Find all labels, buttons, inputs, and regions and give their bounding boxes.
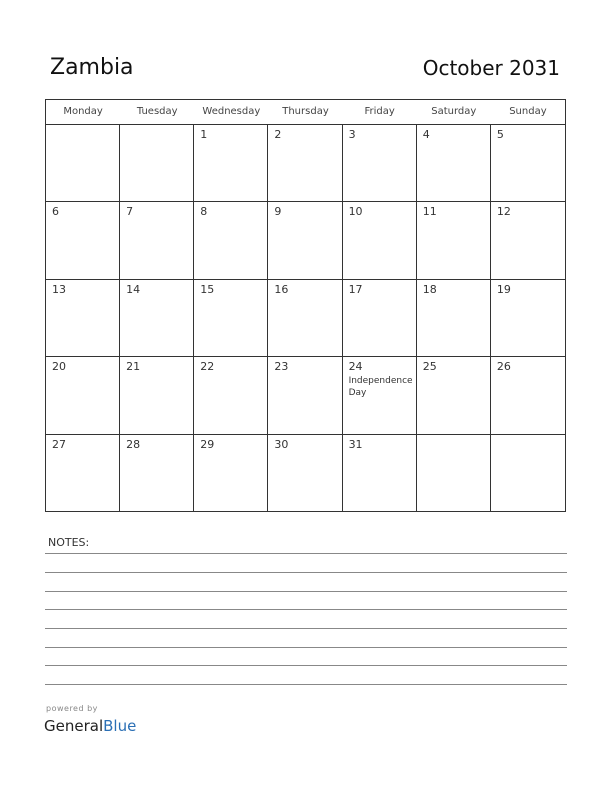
day-cell [491,202,565,279]
day-cell [343,125,417,202]
day-number: 22 [200,360,215,374]
day-cell [343,202,417,279]
day-cell [417,125,491,202]
day-cell [194,357,268,434]
notes-line [45,591,567,592]
day-number: 31 [348,437,363,451]
day-cell [46,357,120,434]
month-title: October 2031 [422,56,560,80]
day-cell [343,357,417,434]
day-cell [491,357,565,434]
day-cell [491,125,565,202]
day-number: 1 [200,128,208,141]
calendar-grid [45,99,566,512]
day-number: 23 [274,360,289,374]
day-cell [120,202,194,279]
day-cell [46,280,120,357]
day-number: 24 [348,360,363,374]
powered-by-text: powered by [46,704,98,713]
day-number: 15 [200,282,215,296]
notes-line [45,628,567,629]
day-cell [417,357,491,434]
day-cell [343,280,417,357]
day-cell [46,125,120,202]
holiday-label: Independence Day [348,376,413,399]
day-cell [268,357,342,434]
brand-logo [44,717,136,735]
country-title: Zambia [50,55,134,80]
day-cell [417,280,491,357]
day-cell [194,202,268,279]
day-cell [120,125,194,202]
day-cell [46,435,120,512]
day-number: 7 [126,205,134,219]
day-cell [46,202,120,279]
day-cell [491,435,565,512]
weekday-friday: Friday [364,106,395,117]
notes-line [45,609,567,610]
day-number: 25 [422,360,437,374]
notes-label: NOTES: [48,536,90,549]
day-cell [268,280,342,357]
calendar-weeks [46,125,565,512]
brand-general: General [44,717,104,735]
weekday-sunday: Sunday [509,106,547,117]
weekday-wednesday: Wednesday [202,106,261,117]
day-number: 26 [496,360,511,374]
weekday-monday: Monday [63,106,103,117]
day-number: 10 [348,205,363,219]
day-number: 20 [52,360,66,374]
day-cell [120,435,194,512]
day-cell [194,435,268,512]
day-number: 17 [348,282,363,296]
notes-line [45,553,567,554]
day-number: 19 [496,282,511,296]
day-number: 18 [422,282,437,296]
day-number: 9 [274,205,282,219]
day-number: 3 [348,128,356,141]
day-number: 27 [52,437,66,451]
day-number: 28 [126,437,141,451]
notes-line [45,572,567,573]
day-cell [194,280,268,357]
day-cell [268,125,342,202]
day-number: 13 [52,282,66,296]
notes-line [45,647,567,648]
day-number: 11 [422,205,437,219]
day-number: 29 [200,437,215,451]
weekday-header-row [46,100,565,125]
day-cell [491,280,565,357]
day-number: 30 [274,437,289,451]
day-number: 5 [496,128,504,141]
weekday-tuesday: Tuesday [136,106,178,117]
day-number: 12 [496,205,511,219]
day-cell [343,435,417,512]
weekday-saturday: Saturday [431,106,477,117]
day-number: 14 [126,282,141,296]
day-cell [120,280,194,357]
day-number: 8 [200,205,208,219]
notes-line [45,665,567,666]
day-cell [120,357,194,434]
day-cell [268,202,342,279]
day-number: 4 [422,128,430,141]
notes-line [45,684,567,685]
brand-blue: Blue [103,717,137,735]
day-cell [268,435,342,512]
day-number: 6 [52,205,59,219]
day-number: 2 [274,128,282,141]
day-number: 21 [126,360,141,374]
day-cell [417,435,491,512]
day-number: 16 [274,282,289,296]
weekday-thursday: Thursday [282,106,329,117]
day-cell [194,125,268,202]
day-cell [417,202,491,279]
